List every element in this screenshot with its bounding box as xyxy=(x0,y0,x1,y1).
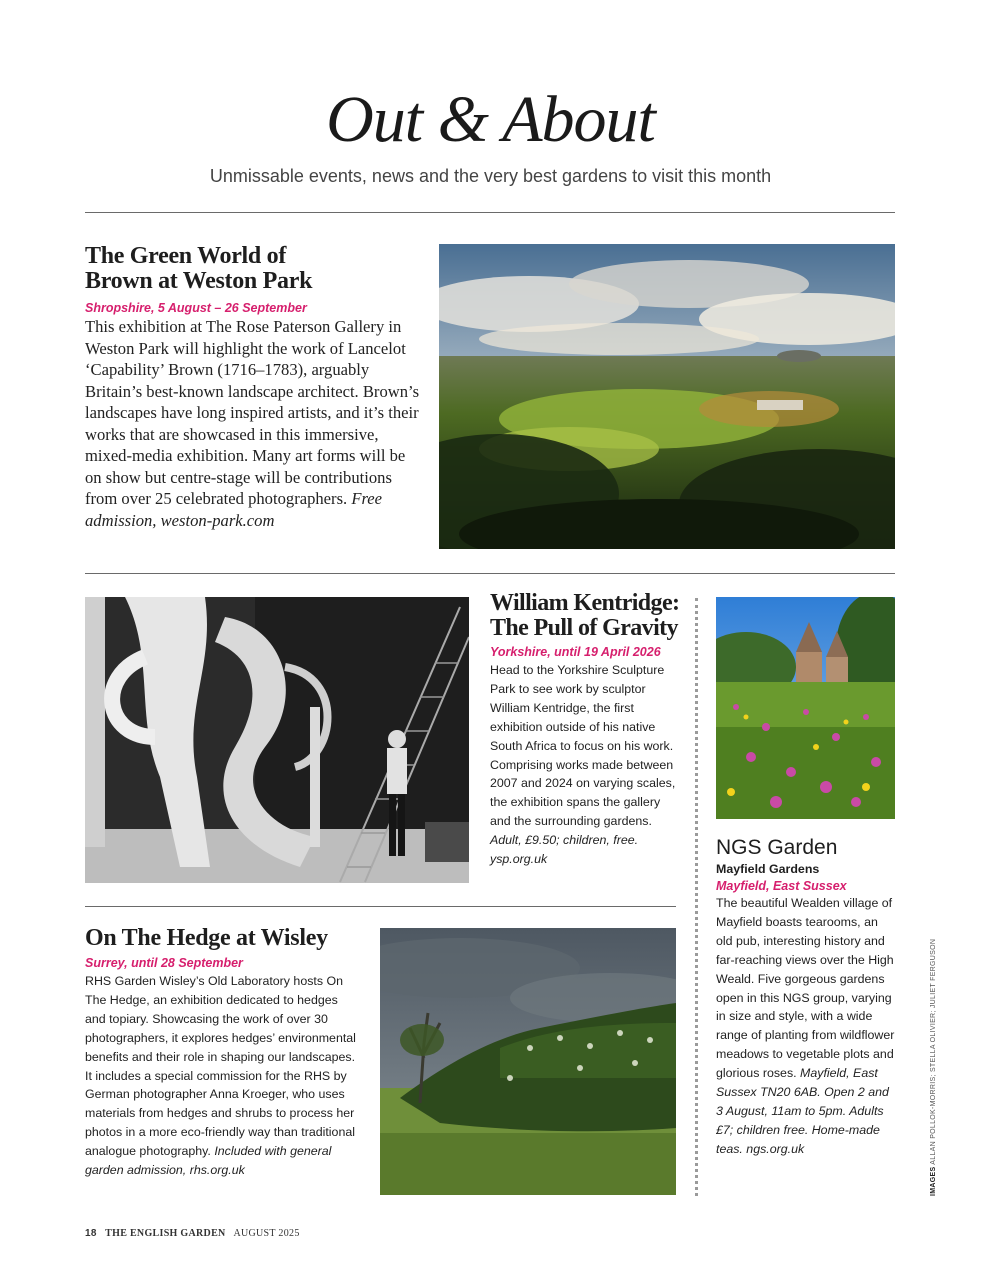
hedge-article xyxy=(85,926,365,1180)
ngs-article xyxy=(716,835,901,1159)
weston-body-text: This exhibition at The Rose Paterson Gallery in Weston Park will highlight the work of Lancelot ‘Capability’ Brown (1716–1783), arguably Britain’s best-known landscape architect. Brown’s landscapes have long inspired artists, and it’s their works that are showcased in this immersive, mixed-media exhibition. Many art forms will be on show but centre-stage will be contributions from over 25 celebrated photographers. xyxy=(85,317,420,508)
credits-names: ALLAN POLLOK-MORRIS; STELLA OLIVIER; JULIET FERGUSON xyxy=(930,938,937,1165)
section-divider-2 xyxy=(85,906,676,907)
kentridge-title-line2: The Pull of Gravity xyxy=(490,615,678,641)
section-divider-1 xyxy=(85,573,895,574)
kentridge-title xyxy=(490,591,690,641)
ngs-body xyxy=(716,894,897,1159)
weston-body xyxy=(85,316,420,531)
kentridge-body xyxy=(490,661,676,869)
hedge-body-text: RHS Garden Wisley’s Old Laboratory hosts On The Hedge, an exhibition dedicated to hedges and topiary. Showcasing the work of over 30 photographers, it explores hedges’ environmental benefits and their role in shaping our landscapes. It includes a special commission for the RHS by German photographer Anna Kroeger, who uses materials from hedges and shrubs to process her photos in a more eco-friendly way than traditional analogue photography. xyxy=(85,974,356,1159)
weston-park-photo xyxy=(439,244,895,549)
hedge-body xyxy=(85,972,361,1180)
kentridge-article xyxy=(490,591,690,869)
hedge-meta: Surrey, until 28 September xyxy=(85,956,243,970)
weston-info: Free admission, weston-park.com xyxy=(85,489,383,530)
weston-meta: Shropshire, 5 August – 26 September xyxy=(85,301,307,315)
ngs-body-text: The beautiful Wealden village of Mayfield boasts tearooms, an old pub, interesting history and far-reaching views over the High Weald. Five gorgeous gardens open in this NGS group, varying in size and style, with a wide range of planting from wildflower meadows to vegetable plots and glorious roses. xyxy=(716,896,895,1081)
ngs-title: NGS Garden xyxy=(716,836,838,859)
hedge-info: Included with general garden admission, rhs.org.uk xyxy=(85,1144,332,1178)
page-footer xyxy=(85,1228,300,1239)
weston-title-line2: Brown at Weston Park xyxy=(85,268,313,294)
credits-label: IMAGES xyxy=(930,1166,937,1196)
kentridge-title-line1: William Kentridge: xyxy=(490,590,680,616)
header-divider xyxy=(85,212,895,213)
kentridge-body-text: Head to the Yorkshire Sculpture Park to see work by sculptor William Kentridge, the first exhibition outside of his native South Africa to focus on his work. Comprising works made between 2007 and 2024 on varying scales, the exhibition spans the gallery and the surrounding gardens. xyxy=(490,663,676,829)
page-title: Out & About xyxy=(326,83,655,156)
weston-title xyxy=(85,244,420,294)
weston-article xyxy=(85,244,420,531)
mayfield-meadow-photo xyxy=(716,597,895,819)
magazine-name: THE ENGLISH GARDEN xyxy=(105,1228,226,1239)
column-dotted-divider xyxy=(695,598,698,1196)
page-number: 18 xyxy=(85,1228,97,1239)
ngs-info: Mayfield, East Sussex TN20 6AB. Open 2 and 3 August, 11am to 5pm. Adults £7; children free. Home-made teas. ngs.org.uk xyxy=(716,1066,889,1156)
ngs-meta: Mayfield, East Sussex xyxy=(716,879,847,893)
hedge-title: On The Hedge at Wisley xyxy=(85,925,328,951)
ngs-subtitle: Mayfield Gardens xyxy=(716,862,820,876)
image-credits xyxy=(930,939,937,1196)
issue-date: AUGUST 2025 xyxy=(233,1228,300,1239)
page-subtitle: Unmissable events, news and the very best gardens to visit this month xyxy=(209,166,772,186)
kentridge-meta: Yorkshire, until 19 April 2026 xyxy=(490,645,661,659)
weston-title-line1: The Green World of xyxy=(85,243,287,269)
kentridge-info: Adult, £9.50; children, free. ysp.org.uk xyxy=(490,833,639,867)
kentridge-studio-photo xyxy=(85,597,469,883)
wisley-hedge-photo xyxy=(380,928,676,1195)
